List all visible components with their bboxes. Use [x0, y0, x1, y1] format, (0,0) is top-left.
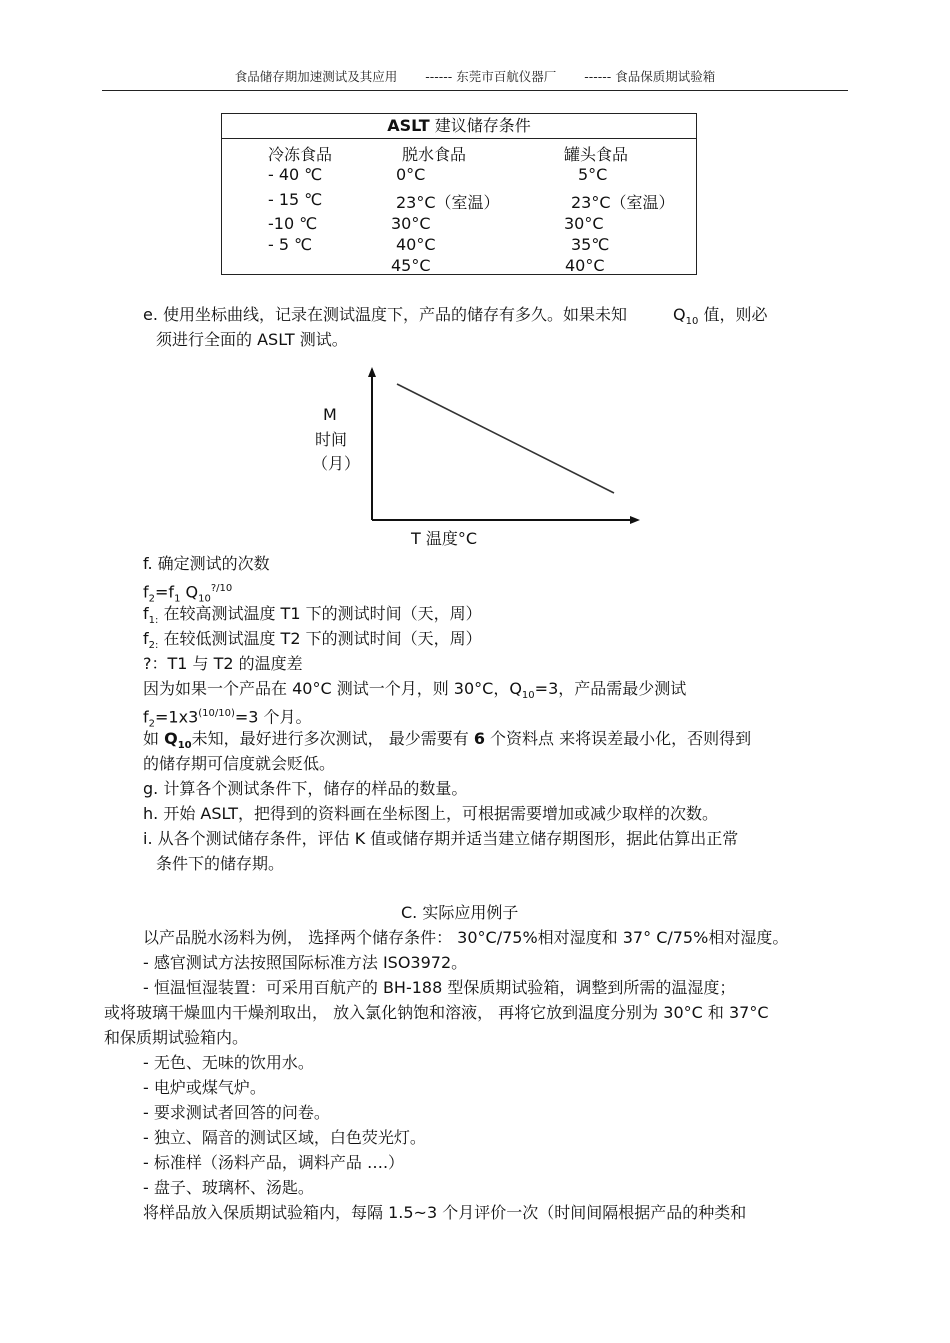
note-line2: 的储存期可信度就会贬低。 — [143, 754, 336, 773]
f2-sub: 2: — [148, 640, 159, 652]
section-g: g. 计算各个测试条件下，储存的样品的数量。 — [143, 779, 468, 798]
table-cell: 23°C（室温） — [571, 193, 675, 212]
formula-text: f — [143, 582, 149, 602]
header-rule — [102, 90, 848, 91]
para-e-text: e. 使用坐标曲线，记录在测试温度下，产品的储存有多久。如果未知 — [143, 305, 628, 324]
note-q-sub: 10 — [177, 740, 192, 752]
table-header-frozen: 冷冻食品 — [268, 145, 333, 164]
x-axis-arrow — [630, 516, 640, 524]
table-cell: 40°C — [565, 256, 605, 275]
result-sub: 2 — [148, 718, 156, 730]
time-temperature-chart — [300, 365, 645, 530]
table-cell: - 5 ℃ — [268, 235, 313, 254]
note-text-end: 个资料点 来将误差最小化，否则得到 — [484, 729, 752, 748]
formula-sub: 10 — [198, 593, 211, 605]
example-text-end: =3，产品需最少测试 — [534, 679, 687, 698]
example-sub: 10 — [521, 690, 535, 702]
table-cell: -10 ℃ — [268, 214, 318, 233]
header-product: ------ 食品保质期试验箱 — [584, 69, 716, 84]
example-line — [143, 679, 686, 706]
para-e-text-end: 值，则必 — [698, 305, 768, 324]
f2-text: 在较低测试温度 T2 下的测试时间（天，周） — [158, 629, 482, 648]
list-item: - 电炉或煤气炉。 — [143, 1078, 266, 1097]
table-cell: 30°C — [564, 214, 604, 233]
table-cell: 23°C（室温） — [396, 193, 500, 212]
table-cell: - 40 ℃ — [268, 165, 323, 184]
section-c-closing: 将样品放入保质期试验箱内，每隔 1.5~3 个月评价一次（时间间隔根据产品的种类和 — [143, 1203, 747, 1222]
para-e-q: Q — [673, 305, 686, 324]
page-header — [0, 67, 950, 85]
table-title-text: 建议储存条件 — [429, 116, 531, 135]
example-text: 因为如果一个产品在 40°C 测试一个月，则 30°C，Q — [143, 679, 522, 698]
table-cell: 30°C — [391, 214, 431, 233]
formula-text: =f — [155, 582, 175, 602]
table-header-canned: 罐头食品 — [564, 145, 629, 164]
note-q: Q — [164, 729, 178, 748]
f2-label: f — [143, 629, 149, 648]
section-c-item1: - 感官测试方法按照国际标准方法 ISO3972。 — [143, 953, 468, 972]
y-label-time: 时间 — [315, 430, 348, 449]
delta-definition: ?：T1 与 T2 的温度差 — [143, 654, 303, 673]
section-c-intro: 以产品脱水汤料为例， 选择两个储存条件： 30°C/75%相对湿度和 37° C/75%相对湿度。 — [143, 928, 789, 947]
para-e-line2: 须进行全面的 ASLT 测试。 — [156, 330, 348, 349]
header-company: ------ 东莞市百航仪器厂 — [425, 69, 557, 84]
f1-definition — [143, 604, 482, 631]
result-text: f — [143, 707, 149, 727]
section-h: h. 开始 ASLT，把得到的资料画在坐标图上，可根据需要增加或减少取样的次数。 — [143, 804, 718, 823]
section-c-item2-cont1: 或将玻璃干燥皿内干燥剂取出， 放入氯化钠饱和溶液， 再将它放到温度分别为 30°C 和 37°C — [104, 1003, 769, 1022]
list-item: - 无色、无味的饮用水。 — [143, 1053, 314, 1072]
table-cell: 40°C — [396, 235, 436, 254]
note-text: 如 — [143, 729, 165, 748]
f1-label: f — [143, 604, 149, 623]
table-title — [222, 114, 696, 139]
formula-text: Q — [180, 582, 199, 602]
f2-definition — [143, 629, 482, 656]
y-axis-arrow — [368, 367, 376, 377]
result-sup: (10/10) — [198, 708, 235, 719]
section-f-title: f. 确定测试的次数 — [143, 554, 270, 573]
x-label: T 温度°C — [411, 529, 478, 548]
para-e-line1 — [143, 305, 767, 332]
f1-sub: 1: — [148, 615, 159, 627]
note-text: 未知，最好进行多次测试， 最少需要有 — [191, 729, 474, 748]
section-c-item2-cont2: 和保质期试验箱内。 — [104, 1028, 249, 1047]
aslt-conditions-table — [221, 113, 697, 275]
table-header-dehydrated: 脱水食品 — [402, 145, 467, 164]
formula-sub: 1 — [174, 593, 181, 605]
series-line — [397, 384, 614, 493]
list-item: - 要求测试者回答的问卷。 — [143, 1103, 330, 1122]
result-text: =1x3 — [155, 707, 199, 727]
table-cell: 35℃ — [571, 235, 610, 254]
note-line1 — [143, 729, 751, 756]
y-label-m: M — [323, 405, 337, 424]
section-i-line2: 条件下的储存期。 — [156, 854, 285, 873]
header-title: 食品储存期加速测试及其应用 — [234, 69, 398, 84]
section-c-heading: C. 实际应用例子 — [401, 903, 519, 922]
table-cell: - 15 ℃ — [268, 190, 323, 209]
list-item: - 标准样（汤料产品，调料产品 ….） — [143, 1153, 405, 1172]
table-cell: 0°C — [396, 165, 426, 184]
table-cell: 5°C — [578, 165, 608, 184]
table-cell: 45°C — [391, 256, 431, 275]
f1-text: 在较高测试温度 T1 下的测试时间（天，周） — [158, 604, 482, 623]
list-item: - 盘子、玻璃杯、汤匙。 — [143, 1178, 314, 1197]
section-i-line1: i. 从各个测试储存条件，评估 K 值或储存期并适当建立储存期图形，据此估算出正常 — [143, 829, 739, 848]
section-c-item2: - 恒温恒湿装置：可采用百航产的 BH-188 型保质期试验箱，调整到所需的温湿度； — [143, 978, 736, 997]
y-label-unit: （月） — [312, 454, 361, 473]
formula-sup: ?/10 — [210, 583, 233, 594]
formula-sub: 2 — [148, 593, 156, 605]
result-text-end: =3 个月。 — [234, 707, 312, 727]
list-item: - 独立、隔音的测试区域，白色荧光灯。 — [143, 1128, 426, 1147]
note-six: 6 — [473, 729, 485, 748]
table-title-aslt: ASLT — [387, 116, 430, 135]
para-e-q-sub: 10 — [685, 316, 699, 328]
